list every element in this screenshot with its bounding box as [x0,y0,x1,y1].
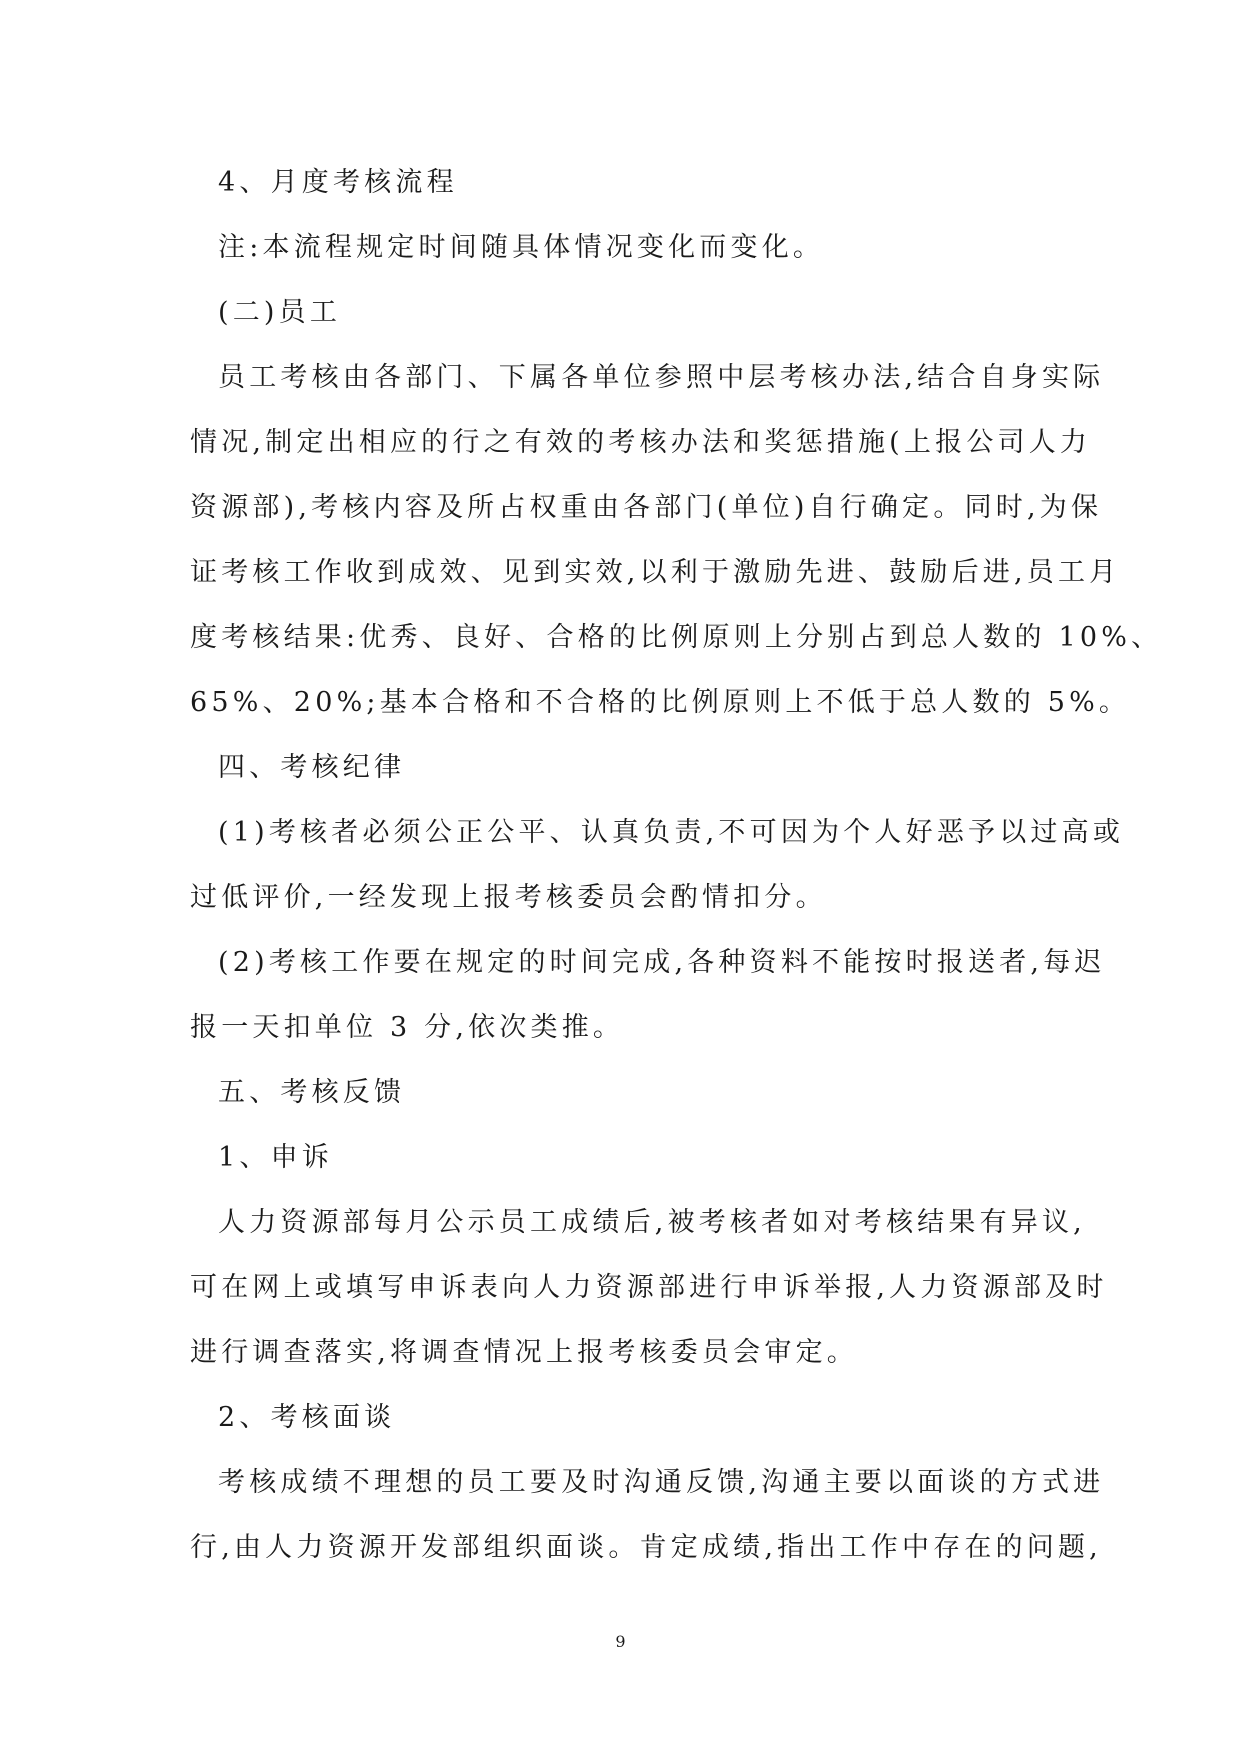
heading-discipline: 四、考核纪律 [218,752,406,783]
paragraph-line: 过低评价,一经发现上报考核委员会酌情扣分。 [190,882,827,913]
heading-appeal: 1、申诉 [218,1142,333,1173]
heading-feedback: 五、考核反馈 [218,1077,406,1108]
paragraph-line: 度考核结果:优秀、良好、合格的比例原则上分别占到总人数的 10%、 [190,622,1163,653]
paragraph-line: 员工考核由各部门、下属各单位参照中层考核办法,结合自身实际 [218,362,1105,393]
paragraph-line: 可在网上或填写申诉表向人力资源部进行申诉举报,人力资源部及时 [190,1272,1108,1303]
paragraph-line: 情况,制定出相应的行之有效的考核办法和奖惩措施(上报公司人力 [190,427,1092,458]
paragraph-line: 证考核工作收到成效、见到实效,以利于激励先进、鼓励后进,员工月 [190,557,1121,588]
paragraph-line: 人力资源部每月公示员工成绩后,被考核者如对考核结果有异议, [218,1207,1086,1238]
paragraph-line: 行,由人力资源开发部组织面谈。肯定成绩,指出工作中存在的问题, [190,1532,1102,1563]
paragraph-line: 报一天扣单位 3 分,依次类推。 [190,1012,625,1043]
note-line: 注:本流程规定时间随具体情况变化而变化。 [218,232,825,263]
paragraph-line: 资源部),考核内容及所占权重由各部门(单位)自行确定。同时,为保 [190,492,1103,523]
heading-monthly-process: 4、月度考核流程 [218,167,458,198]
paragraph-line: 进行调查落实,将调查情况上报考核委员会审定。 [190,1337,858,1368]
heading-employees: (二)员工 [218,297,342,328]
page-number: 9 [615,1632,626,1651]
paragraph-line: (1)考核者必须公正公平、认真负责,不可因为个人好恶予以过高或 [218,817,1125,848]
paragraph-line: (2)考核工作要在规定的时间完成,各种资料不能按时报送者,每迟 [218,947,1106,978]
paragraph-line: 考核成绩不理想的员工要及时沟通反馈,沟通主要以面谈的方式进 [218,1467,1105,1498]
heading-interview: 2、考核面谈 [218,1402,396,1433]
paragraph-line: 65%、20%;基本合格和不合格的比例原则上不低于总人数的 5%。 [190,687,1131,718]
